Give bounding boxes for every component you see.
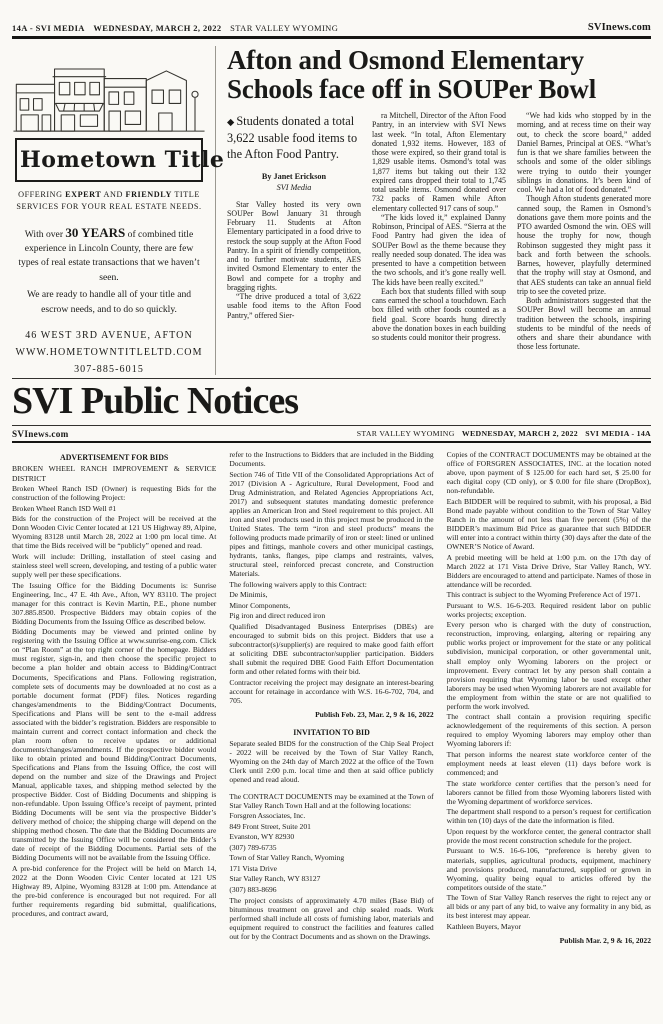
- paragraph: Evanston, WY 82930: [229, 832, 295, 842]
- paragraph: Each box that students filled with soup cans earned the school a touchdown. Each box filled with other foods counted as a field goal. Score boards hung directly above the donation boxes in each building so students could monitor their progress.: [372, 286, 506, 343]
- ad-body: [18, 223, 200, 317]
- ad-tagline-bold: EXPERT: [65, 190, 102, 199]
- article-subhead-text: Students donated a total 3,622 usable food items to the Afton Food Pantry.: [227, 114, 358, 162]
- paragraph: (307) 883-8696: [229, 884, 277, 894]
- paragraph: Forsgren Associates, Inc.: [229, 811, 306, 821]
- ad-tagline-text: OFFERING: [18, 190, 66, 199]
- diamond-icon: ◆: [227, 118, 235, 129]
- paragraph: Separate sealed BIDS for the construction of the Chip Seal Project - 2022 will be received by the Town of Star Valley Ranch, Wyoming on the 24th day of March 2022 at the office of the Town Clerk until 2:00 p.m. local time and then at said office publicly opened and read aloud.: [229, 739, 434, 785]
- paragraph: refer to the Instructions to Bidders that are included in the Bidding Documents.: [229, 450, 434, 469]
- hometown-title-ad: [12, 46, 225, 375]
- paragraph: 849 Front Street, Suite 201: [229, 821, 311, 831]
- ad-tagline: [14, 189, 204, 214]
- paragraph: 171 Vista Drive: [229, 863, 277, 873]
- dateline-media: SVI MEDIA - 14A: [585, 429, 651, 438]
- byline-organization: SVI Media: [276, 182, 312, 192]
- dateline-region: STAR VALLEY WYOMING: [356, 429, 455, 438]
- paragraph: Section 746 of Title VII of the Consolidated Appropriations Act of 2017 (Division A - Agriculture, Rural Development, Food and Drug Administration, and Related Agencies Appropriations Act, 2017) and subsequent statutes mandating domestic preference applies an American Iron and Steel requirement to this project. All iron and steel products used in this project must be produced in the United States. The term “iron and steel products” means the following products made primarily of iron or steel: lined or unlined pipes and fittings, manhole covers and other municipal castings, hydrants, tanks, flanges, pipe clamps and restraints, valves, structural steel, reinforced precast concrete, and Construction Materials.: [229, 469, 434, 579]
- paragraph: A prebid meeting will be held at 1:00 p.m. on the 17th day of March 2022 at 171 Vista Drive Drive, Star Valley Ranch, WY. Bidders are encouraged to attend and participate. Names of those in attendance will be recorded.: [446, 552, 651, 589]
- ad-body-paragraph: We are ready to handle all of your title and escrow needs, and to do so quickly.: [26, 289, 192, 315]
- article-headline: Afton and Osmond Elementary Schools face off in SOUPer Bowl: [227, 45, 597, 104]
- notices-column-1: [12, 450, 216, 1009]
- paragraph: This contract is subject to the Wyoming Preference Act of 1971.: [446, 590, 641, 600]
- masthead-date: WEDNESDAY, MARCH 2, 2022: [93, 23, 222, 33]
- paragraph: A pre-bid conference for the Project will be held on March 14, 2022 at the Donn Wooden Civic Center located at 121 US Highway 89, Alpine, Wyoming 83128 at 1:00 pm. Attendance at the pre-bid conference is encouraged but not required. For all further requirements regarding bid submittal, qualifications, procedures, and contract award,: [12, 864, 217, 919]
- paragraph: The Town of Star Valley Ranch reserves the right to reject any or all bids or any part of any bid, to waive any formality in any bid, as its best interest may appear.: [446, 893, 651, 921]
- ad-title-box: [15, 138, 225, 182]
- paragraph: Town of Star Valley Ranch, Wyoming: [229, 853, 345, 863]
- masthead-site: SVInews.com: [587, 22, 651, 33]
- ad-tagline-text: TITLE SERVICES FOR YOUR REAL ESTATE NEEDS.: [16, 190, 202, 212]
- article-column-1: [227, 111, 361, 361]
- paragraph: Minor Components,: [229, 600, 291, 610]
- ad-body-text: With over: [24, 228, 66, 240]
- page-number: 14A - SVI MEDIA: [12, 23, 85, 33]
- paragraph: “The drive produced a total of 3,622 usable food items to the Afton Food Pantry,” offered Sier-: [227, 292, 361, 320]
- ad-tagline-bold: FRIENDLY: [125, 190, 172, 199]
- public-notices-title: SVI Public Notices: [12, 380, 298, 422]
- article-column-3: [517, 111, 651, 361]
- dateline-date: WEDNESDAY, MARCH 2, 2022: [461, 429, 578, 438]
- paragraph: ra Mitchell, Director of the Afton Food Pantry, in an interview with SVI News last week. “In total, Afton Elementary donated 1,932 items. However, 183 of those were expired, so their grand total is 1,829 usable items. Osmond’s total was 1,877 items but taking out their 132 expired cans dropped their total to 1,745 total usable items. Osmond donated over 732 packs of Ramen while Afton elementary collected 917 cans of soup.”: [372, 111, 506, 213]
- ad-tagline-text: AND: [101, 190, 126, 199]
- paragraph: Publish Feb. 23, Mar. 2, 9 & 16, 2022: [315, 709, 434, 719]
- paragraph: Pursuant to W.S. 16-6-203. Required resident labor on public works projects; exception.: [446, 600, 651, 619]
- ad-website: WWW.HOMETOWNTITLELTD.COM: [15, 347, 203, 359]
- ad-phone: 307-885-6015: [74, 364, 144, 375]
- ad-body-emphasis: 30 YEARS: [65, 224, 126, 240]
- paragraph: Pig iron and direct reduced iron: [229, 611, 326, 621]
- paragraph: “The kids loved it,” explained Danny Robinson, Principal of AES. “Sierra at the Food Pantry had given the idea of SOUPer Bowl as the theme because they really needed soup donated. The idea was presented to have a competition between the two schools, and it’s gone really well. The kids have been really excited.”: [372, 212, 506, 287]
- ad-address: 46 WEST 3RD AVENUE, AFTON: [25, 330, 193, 342]
- lead-article: [216, 46, 651, 375]
- ad-body-paragraph: [18, 223, 200, 286]
- paragraph: Broken Wheel Ranch ISD Well #1: [12, 503, 117, 513]
- paragraph: “We had kids who stopped by in the morning, and at recess time on their way out, to check the score board,” added Daniel Barnes, Principal at OES. “What’s fun is that we share families between the schools and some of the older siblings were trying to outdo their younger siblings in donations. It’s been kind of cool. We had a lot of food donated.”: [517, 111, 651, 195]
- paragraph: Contractor receiving the project may designate an interest-bearing account for retainage in accordance with W.S. 16-6-702, 704, and 705.: [229, 677, 434, 705]
- paragraph: The project consists of approximately 4.70 miles (Base Bid) of bituminous treatment on gravel and chip sealed roads. Work performed shall include all costs of furnishing labor, materials and equipment required to construct the facilities and features called out for by the Contract Documents and as shown on the Drawings.: [229, 895, 434, 941]
- notices-site: SVInews.com: [12, 428, 69, 439]
- article-body-col1: [227, 200, 361, 320]
- storefront-illustration: [12, 48, 206, 134]
- paragraph: Bids for the construction of the Project will be received at the Donn Wooden Civic Center located at 121 US Highway 89, Alpine, Wyoming 83128 until March 28, 2022 at 1:00 pm local time. At that time the Bids received will be “publicly” opened and read.: [12, 514, 217, 551]
- paragraph: De Minimis,: [229, 590, 268, 600]
- byline-author: By Janet Erickson: [261, 171, 327, 181]
- notices-column-2: [229, 450, 433, 1009]
- notice-heading: ADVERTISEMENT FOR BIDS: [60, 453, 169, 462]
- masthead-region: STAR VALLEY WYOMING: [230, 23, 339, 33]
- paragraph: The following waivers apply to this Contract:: [229, 579, 367, 589]
- notices-dateline-right: [352, 429, 651, 438]
- masthead: [12, 4, 651, 39]
- paragraph: Both administrators suggested that the SOUPer Bowl will become an annual tradition between the schools, inspiring students to be mindful of the needs of others and share their abundance with those less fortunate.: [517, 296, 651, 352]
- paragraph: Bidding Documents may be viewed and printed online by registering with the Issuing Office at www.sunrise-eng.com. Click on “Plan Room” at the top right corner of the homepage. Bidders must register, sign-in, and then choose the specific project to become a plan holder and obtain access to Bidding/Contract Documents, Specifications and Plans. Following registration, complete sets of documents may be downloaded at no cost as a portable document format (PDF) files. Notices regarding changes/amendments to the Bidding/Contract Documents, Specifications and Plans will be sent to the e-mail address associated with the bidder’s registration. Bidders are responsible to maintain current and correct contact information and check the plan room often to receive updates or additional documents/changes/amendments. If the prospective bidder would like to obtain printed and bound Bidding/Contract Documents, Specifications and Plans from the Issuing Office, the cost will depend on the number and size of the Drawings and Project Manual, applicable taxes, and shipping method selected by the prospective Bidder. Cost of Bidding Documents and shipping is non-refundable. Upon Issuing Office’s receipt of payment, printed Bidding Documents will be sent via the prospective Bidder’s delivery method of choice; the shipping charge will depend on the shipping method chosen. The date that the Bidding Documents are transmitted by the Issuing Office will be considered the Bidder’s date of receipt of the Bidding Documents. Partial sets of the Bidding Documents will not be available from the Issuing Office.: [12, 627, 217, 863]
- ad-title: Hometown Title: [20, 147, 225, 173]
- notice-heading: INVITATION TO BID: [293, 727, 370, 737]
- paragraph: The CONTRACT DOCUMENTS may be examined at the Town of Star Valley Ranch Town Hall and at the following locations:: [229, 791, 434, 810]
- paragraph: Publish Mar. 2, 9 & 16, 2022: [559, 935, 651, 945]
- public-notices-body: [12, 443, 651, 1009]
- masthead-left: [12, 23, 344, 33]
- paragraph: Pursuant to W.S. 16-6-106, “preference is hereby given to materials, supplies, agricultural products, equipment, machinery and provisions produced, manufactured, supplied or grown in Wyoming, quality being equal to articles offered by the competitors outside of the state.”: [446, 846, 651, 892]
- paragraph: Qualified Disadvantaged Business Enterprises (DBEs) are encouraged to submit bids on this project. Bidders that use a subcontractor(s)/supplier(s) are required to make good faith effort at soliciting DBE subcontractor/supplier participation. Bidders shall submit the required DBE Good Faith Effort Documentation form and other related forms with their bid.: [229, 621, 434, 677]
- paragraph: That person informs the nearest state workforce center of the employment needs at least eleven (11) days before work is commenced; and: [446, 750, 651, 778]
- paragraph: Star Valley Ranch, WY 83127: [229, 874, 321, 884]
- paragraph: The state workforce center certifies that the person’s need for laborers cannot be filled from those Wyoming laborers listed with the Wyoming department of workforce services.: [446, 778, 651, 806]
- paragraph: Each BIDDER will be required to submit, with his proposal, a Bid Bond made payable without condition to the Town of Star Valley Ranch in the amount of not less than five percent (5%) of the BIDDER’s maximum Bid Price as guarantee that such BIDDER will enter into a contract within thirty (30) days after the date of the OWNER’S Notice of Award.: [446, 496, 651, 551]
- public-notices-banner: [12, 378, 651, 443]
- article-subhead: [227, 113, 361, 162]
- paragraph: Kathleen Buyers, Mayor: [446, 921, 522, 931]
- public-notices-dateline: [12, 425, 651, 443]
- paragraph: The contract shall contain a provision requiring specific acknowledgement of the requirements of this section. A person required to employ Wyoming laborers may employ other than Wyoming laborers if:: [446, 712, 651, 749]
- top-section: [12, 39, 651, 375]
- article-column-2: [372, 111, 506, 361]
- paragraph: BROKEN WHEEL RANCH IMPROVEMENT & SERVICE DISTRICT: [12, 464, 217, 483]
- paragraph: Work will include: Drilling, installation of steel casing and stainless steel well screen, developing, and testing of a public water supply well per these specifications.: [12, 551, 217, 579]
- paragraph: (307) 789-6735: [229, 842, 277, 852]
- paragraph: The department shall respond to a person’s request for certification within ten (10) days of the date the information is filed.: [446, 807, 651, 826]
- ad-contact: [12, 327, 206, 375]
- paragraph: Copies of the CONTRACT DOCUMENTS may be obtained at the office of FORSGREN ASSOCIATES, INC. at the location noted above, upon payment of $ 125.00 for each hard set, $ 25.00 for each digital copy (CD only), or $ 0.00 for file share (DropBox), non-refundable.: [446, 450, 651, 496]
- paragraph: Star Valley hosted its very own SOUPer Bowl January 31 through February 11. Students at Afton Elementary participated in a food drive to restock the soup supply at the Afton Food Pantry. In a spirit of friendly competition, and to further motivate students, AES invited Osmond Elementary to enter the Bowl and compete for a trophy and bragging rights.: [227, 199, 361, 292]
- paragraph: Every person who is charged with the duty of construction, reconstruction, improving, enlarging, altering or repairing any public works project or improvement for the state or any political subdivision, municipal corporation, or other governmental unit, shall employ only Wyoming laborers on the project or improvement. Every contract let by any person shall contain a provision requiring that Wyoming labor be used except other laborers may be used when Wyoming laborers are not available for the employment from within the state or are not qualified to perform the work involved.: [446, 620, 651, 711]
- paragraph: Upon request by the workforce center, the general contractor shall provide the most recent construction schedule for the project.: [446, 826, 651, 845]
- paragraph: Broken Wheel Ranch ISD (Owner) is requesting Bids for the construction of the following Project:: [12, 484, 217, 503]
- paragraph: Though Afton students generated more canned soup, the Ramen in Osmond’s donations gave them more points and the PTO awarded Osmond the win. OES will house the trophy for now, though Robinson suggested they might pass it back and forth between the schools. Barnes, however, playfully determined that the trophy will stay at Osmond, and that AES students can take an annual field trip to see the coveted prize.: [517, 194, 651, 296]
- article-columns: [227, 111, 651, 361]
- article-byline: [227, 171, 361, 193]
- paragraph: The Issuing Office for the Bidding Documents is: Sunrise Engineering, Inc., 47 E. 4th Ave., Afton, WY 83110. The project manager for this contract is Kevin Martin, P.E., phone number 307.885.8500. Prospective Bidders may obtain copies of the Bidding Documents from the Issuing Office as described below.: [12, 580, 217, 626]
- ad-body-text: of combined title experience in Lincoln County, there are few types of real estate transactions that we haven’t seen.: [18, 228, 200, 283]
- notices-column-3: [447, 450, 651, 1009]
